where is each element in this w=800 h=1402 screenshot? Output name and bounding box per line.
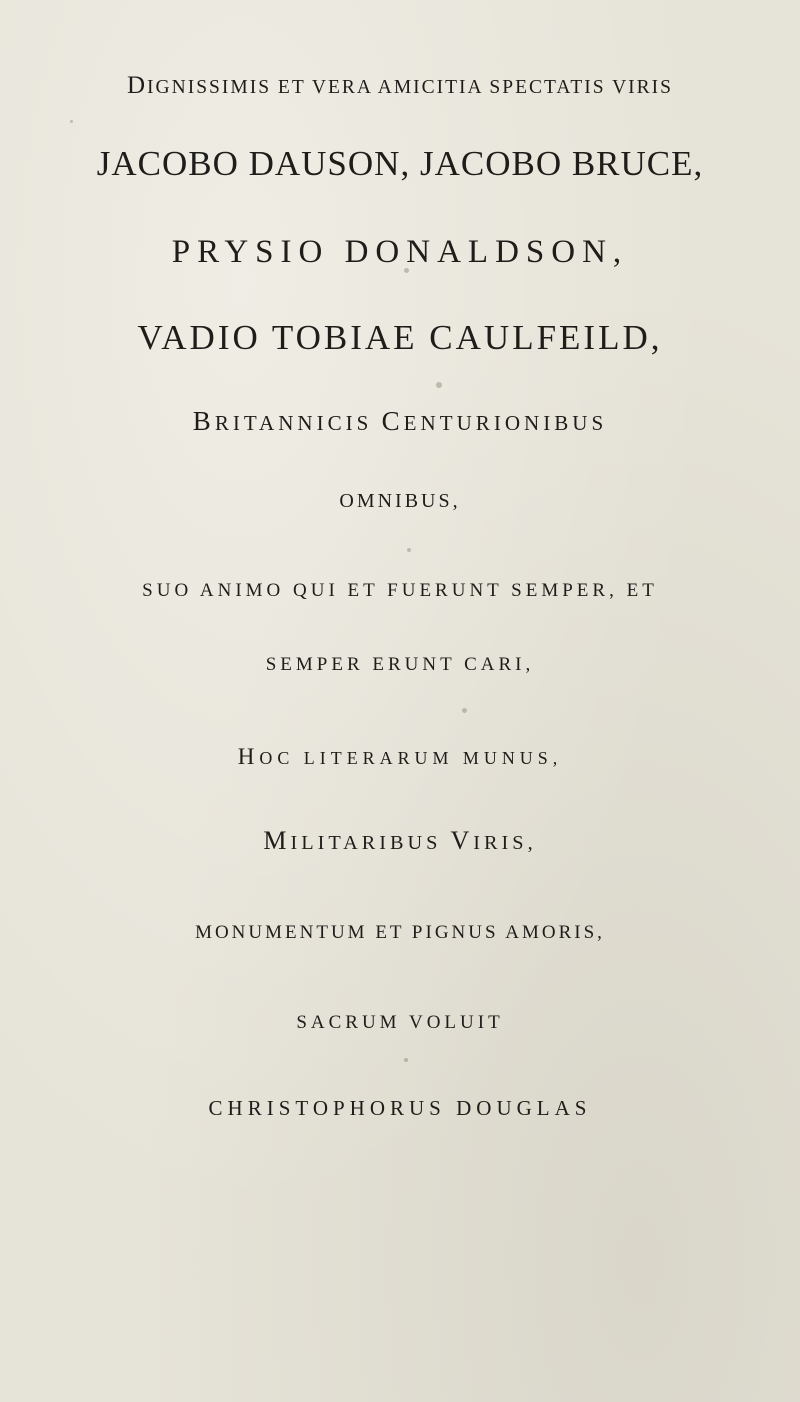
- militaribus-text: ILITARIBUS: [290, 832, 451, 854]
- names-line-1: JACOBO DAUSON, JACOBO BRUCE,: [96, 144, 704, 183]
- monumentum-line: MONUMENTUM ET PIGNUS AMORIS,: [195, 922, 605, 943]
- viris-text: IRIS,: [473, 832, 537, 854]
- britannicis-text: RITANNICIS: [214, 411, 382, 435]
- suo-animo-line: SUO ANIMO QUI ET FUERUNT SEMPER, ET: [142, 580, 658, 601]
- names-line-3: VADIO TOBIAE CAULFEILD,: [137, 318, 663, 357]
- omnibus-line: OMNIBUS,: [339, 490, 461, 512]
- centurionibus-initial: C: [381, 406, 404, 436]
- hoc-initial: H: [237, 744, 260, 769]
- britannicis-initial: B: [192, 406, 215, 436]
- britannicis-line: [0, 406, 800, 437]
- author-signature-line: CHRISTOPHORUS DOUGLAS: [208, 1096, 592, 1120]
- sacrum-voluit-line: SACRUM VOLUIT: [296, 1012, 504, 1033]
- hoc-literarum-line: [0, 744, 800, 770]
- viris-initial: V: [450, 826, 474, 855]
- paper-speck: [70, 120, 73, 123]
- heading-initial: D: [126, 72, 148, 99]
- heading-text: IGNISSIMIS ET VERA AMICITIA SPECTATIS VIRIS: [147, 77, 674, 98]
- semper-erunt-line: SEMPER ERUNT CARI,: [265, 654, 535, 675]
- dedication-heading: [0, 72, 800, 100]
- centurionibus-text: ENTURIONIBUS: [403, 411, 608, 435]
- paper-speck: [462, 708, 467, 713]
- militaribus-initial: M: [263, 826, 291, 855]
- paper-speck: [407, 548, 411, 552]
- paper-speck: [436, 382, 442, 388]
- militaribus-line: [0, 826, 800, 856]
- names-line-2: PRYSIO DONALDSON,: [171, 234, 629, 270]
- hoc-text: OC LITERARUM MUNUS,: [259, 748, 563, 768]
- paper-speck: [404, 268, 409, 273]
- paper-speck: [404, 1058, 408, 1062]
